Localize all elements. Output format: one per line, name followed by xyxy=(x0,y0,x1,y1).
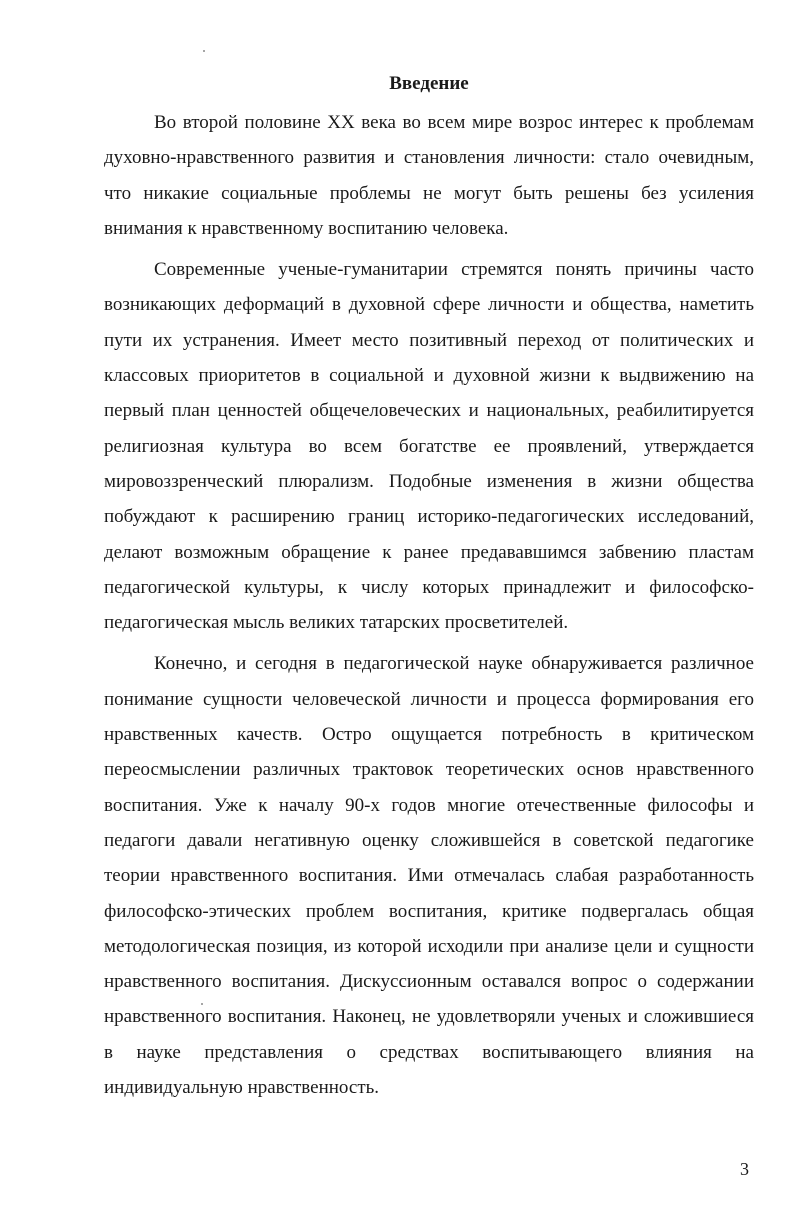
paragraph-1: Во второй половине XX века во всем мире возрос интерес к проблемам духовно-нравственного развития и становления личности: стало очевидным, что никакие социальные проблемы не могут быть решены без усиления внимания к нравственному воспитанию человека. xyxy=(104,112,754,239)
section-title: Введение xyxy=(389,73,469,94)
body-text xyxy=(104,105,754,1111)
paragraph-2: Современные ученые-гуманитарии стремятся понять причины часто возникающих деформаций в духовной сфере личности и общества, наметить пути их устранения. Имеет место позитивный переход от политических и классовых приоритетов в социальной и духовной жизни к выдвижению на первый план ценностей общечеловеческих и национальных, реабилитируется религиозная культура во всем богатстве ее проявлений, утверждается мировоззренческий плюрализм. Подобные изменения в жизни общества побуждают к расширению границ историко-педагогических исследований, делают возможным обращение к ранее предававшимся забвению пластам педагогической культуры, к числу которых принадлежит и философско-педагогическая мысль великих татарских просветителей. xyxy=(104,259,754,634)
paragraph-3: Конечно, и сегодня в педагогической науке обнаруживается различное понимание сущности человеческой личности и процесса формирования его нравственных качеств. Остро ощущается потребность в критическом переосмыслении различных трактовок теоретических основ нравственного воспитания. Уже к началу 90-х годов многие отечественные философы и педагоги давали негативную оценку сложившейся в советской педагогике теории нравственного воспитания. Ими отмечалась слабая разработанность философско-этических проблем воспитания, критике подвергалась общая методологическая позиция, из которой исходили при анализе цели и сущности нравственного воспитания. Дискуссионным оставался вопрос о содержании нравственного воспитания. Наконец, не удовлетворяли ученых и сложившиеся в науке представления о средствах воспитывающего влияния на индивидуальную нравственность. xyxy=(104,653,754,1099)
page-number: 3 xyxy=(740,1159,749,1179)
scan-speck xyxy=(203,50,205,52)
